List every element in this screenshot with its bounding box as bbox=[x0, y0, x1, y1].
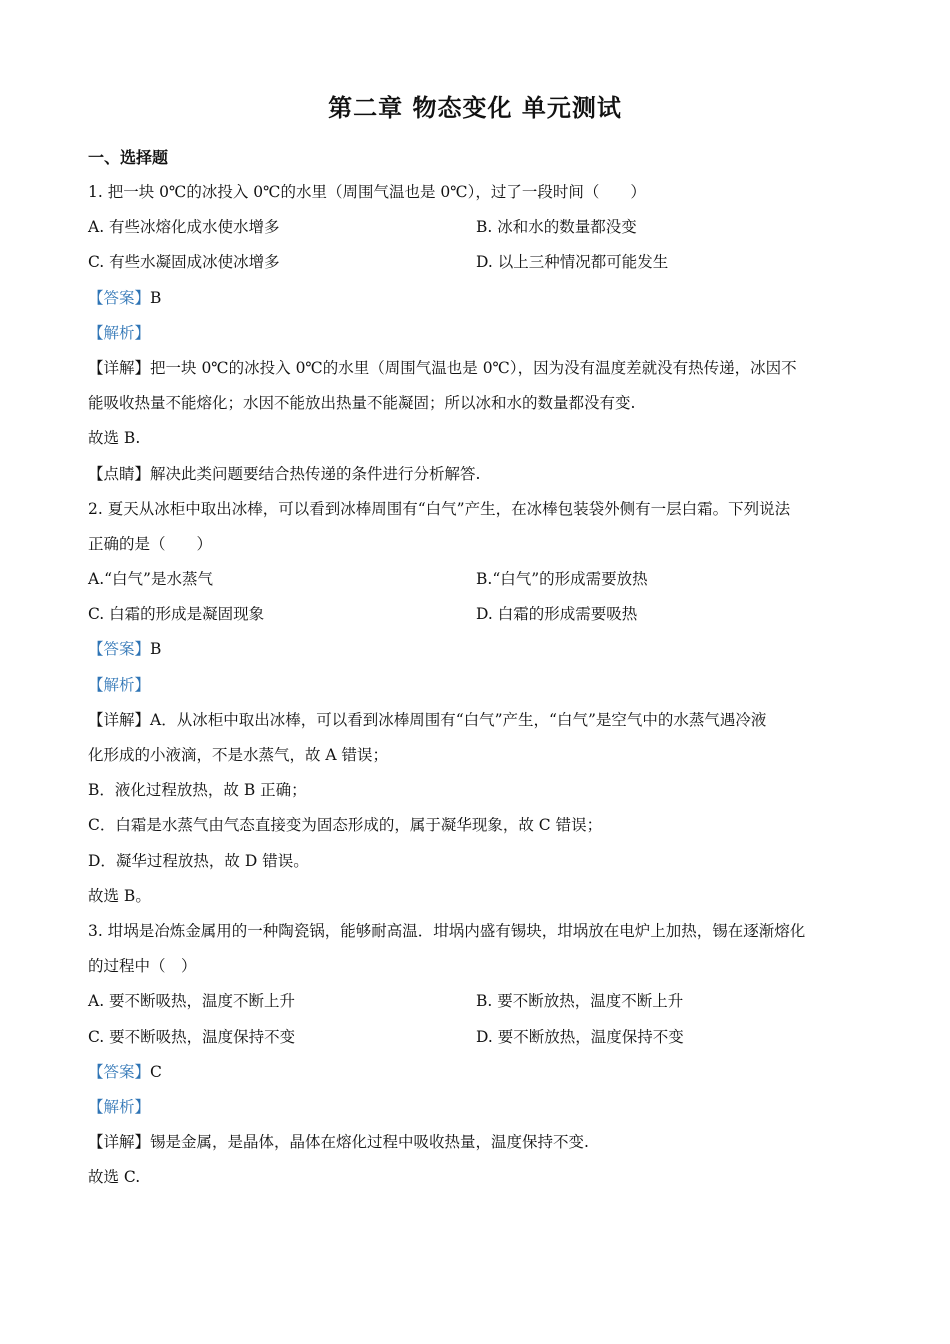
conclusion-line: 故选 B. bbox=[88, 429, 141, 448]
answer-value: B bbox=[150, 288, 162, 307]
questions-content bbox=[88, 175, 864, 1195]
detail-text: 锡是金属，是晶体，晶体在熔化过程中吸收热量，温度保持不变. bbox=[150, 1133, 589, 1152]
answer-tag: 【答案】 bbox=[88, 1062, 151, 1081]
option-a: A. 有些冰熔化成水使水增多 bbox=[88, 218, 280, 237]
option-a: A. 要不断吸热，温度不断上升 bbox=[88, 992, 296, 1011]
detail-text: 把一块 0℃的冰投入 0℃的水里（周围气温也是 0℃），因为没有温度差就没有热传递，冰因不 bbox=[150, 358, 797, 377]
comment-line bbox=[88, 457, 864, 492]
options-row bbox=[88, 562, 864, 597]
page-title: 第二章 物态变化 单元测试 bbox=[328, 94, 622, 122]
comment-text: 解决此类问题要结合热传递的条件进行分析解答. bbox=[150, 464, 481, 483]
detail-line bbox=[88, 703, 864, 738]
detail-line bbox=[88, 351, 864, 386]
option-d: D. 以上三种情况都可能发生 bbox=[476, 253, 669, 272]
detail-tag: 【详解】 bbox=[88, 710, 151, 729]
option-b: B.“白气”的形成需要放热 bbox=[476, 570, 648, 589]
analysis-tag: 【解析】 bbox=[88, 1097, 151, 1116]
options-row bbox=[88, 245, 864, 280]
answer-tag: 【答案】 bbox=[88, 640, 151, 659]
detail-line bbox=[88, 1125, 864, 1160]
options-row bbox=[88, 210, 864, 245]
options-row bbox=[88, 1020, 864, 1055]
detail-tag: 【详解】 bbox=[88, 358, 151, 377]
question-2 bbox=[88, 492, 864, 914]
answer-value: C bbox=[150, 1062, 162, 1081]
analysis-tag: 【解析】 bbox=[88, 323, 151, 342]
detail-line: C．白霜是水蒸气由气态直接变为固态形成的，属于凝华现象，故 C 错误； bbox=[88, 816, 603, 835]
detail-line: B．液化过程放热，故 B 正确； bbox=[88, 781, 307, 800]
question-stem-line: 3. 坩埚是冶炼金属用的一种陶瓷锅，能够耐高温．坩埚内盛有锡块，坩埚放在电炉上加热，锡在逐渐熔化 bbox=[88, 921, 806, 940]
answer-value: B bbox=[150, 640, 162, 659]
detail-line: 能吸收热量不能熔化；水因不能放出热量不能凝固；所以冰和水的数量都没有变. bbox=[88, 394, 636, 413]
answer-line bbox=[88, 281, 864, 316]
answer-line bbox=[88, 632, 864, 667]
detail-line: D．凝华过程放热，故 D 错误。 bbox=[88, 851, 309, 870]
conclusion-line: 故选 C. bbox=[88, 1168, 141, 1187]
question-1 bbox=[88, 175, 864, 492]
option-c: C. 要不断吸热，温度保持不变 bbox=[88, 1027, 296, 1046]
comment-tag: 【点睛】 bbox=[88, 464, 151, 483]
question-3 bbox=[88, 914, 864, 1196]
options-row bbox=[88, 984, 864, 1019]
detail-text: A．从冰柜中取出冰棒，可以看到冰棒周围有“白气”产生，“白气”是空气中的水蒸气遇冷液 bbox=[150, 710, 767, 729]
question-stem-line: 正确的是（ ） bbox=[88, 534, 213, 553]
option-d: D. 白霜的形成需要吸热 bbox=[476, 605, 638, 624]
question-stem-line: 1. 把一块 0℃的冰投入 0℃的水里（周围气温也是 0℃），过了一段时间（ ） bbox=[88, 183, 646, 201]
option-a: A.“白气”是水蒸气 bbox=[88, 570, 213, 589]
question-stem-line: 的过程中（ ） bbox=[88, 957, 197, 976]
detail-line: 化形成的小液滴，不是水蒸气，故 A 错误； bbox=[88, 746, 389, 764]
option-c: C. 有些水凝固成冰使冰增多 bbox=[88, 253, 280, 272]
answer-line bbox=[88, 1055, 864, 1090]
option-b: B. 要不断放热，温度不断上升 bbox=[476, 992, 684, 1011]
question-stem-line: 2. 夏天从冰柜中取出冰棒，可以看到冰棒周围有“白气”产生，在冰棒包装袋外侧有一层白霜。下列说法 bbox=[88, 499, 791, 518]
section-heading: 一、选择题 bbox=[88, 148, 169, 167]
option-c: C. 白霜的形成是凝固现象 bbox=[88, 605, 265, 624]
options-row bbox=[88, 597, 864, 632]
analysis-tag: 【解析】 bbox=[88, 675, 151, 694]
answer-tag: 【答案】 bbox=[88, 288, 151, 307]
detail-tag: 【详解】 bbox=[88, 1133, 151, 1152]
conclusion-line: 故选 B。 bbox=[88, 886, 151, 905]
option-b: B. 冰和水的数量都没变 bbox=[476, 218, 637, 237]
option-d: D. 要不断放热，温度保持不变 bbox=[476, 1027, 684, 1046]
